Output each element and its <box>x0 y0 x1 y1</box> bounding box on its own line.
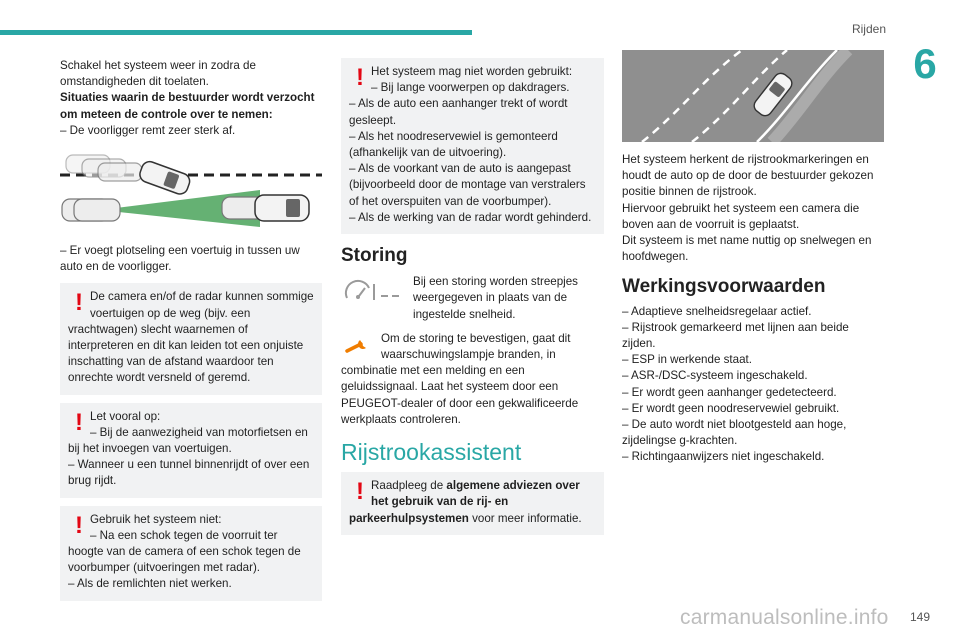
section-heading-werkingsvoorwaarden: Werkingsvoorwaarden <box>622 276 826 298</box>
warning-box <box>60 283 322 394</box>
warning-item: – Als de voorkant van de auto is aangepast (bijvoorbeeld door de montage van verstralers of het overspuiten van de voorbumper). <box>349 162 586 208</box>
exclamation-icon: ! <box>356 64 364 91</box>
column-1 <box>60 58 322 609</box>
paragraph: Om de storing te bevestigen, gaat dit waarschuwingslampje branden, in combinatie met een melding en een geluidssignaal. Laat het systeem door een PEUGEOT-dealer of door een gekwalificeerde werkplaats controleren. <box>341 331 579 426</box>
warning-box <box>60 403 322 498</box>
watermark: carmanualsonline.info <box>680 606 889 629</box>
paragraph: Dit systeem is met name nuttig op snelwegen en hoofdwegen. <box>622 234 872 264</box>
storing-item-1 <box>341 274 604 323</box>
exclamation-icon: ! <box>75 289 83 317</box>
list-item: – De auto wordt niet blootgesteld aan hoge, zijdelingse g-krachten. <box>622 418 847 448</box>
list-item: – Rijstrook gemarkeerd met lijnen aan beide zijden. <box>622 320 849 351</box>
text-run-bold: algemene adviezen over het gebruik van de rij- en parkeerhulpsystemen <box>349 479 580 525</box>
column-3 <box>622 50 884 466</box>
list-item: – ASR-/DSC-systeem ingeschakeld. <box>622 369 808 383</box>
list-item: – Adaptieve snelheidsregelaar actief. <box>622 304 812 318</box>
warning-item: – Bij de aanwezigheid van motorfietsen en bij het invoegen van voertuigen. <box>68 425 308 456</box>
list-item: – Er wordt geen noodreservewiel gebruikt. <box>622 401 840 415</box>
paragraph: Bij een storing worden streepjes weergegeven in plaats van de ingestelde snelheid. <box>413 275 578 321</box>
paragraph-bold: Situaties waarin de bestuurder wordt verzocht om meteen de controle over te nemen: <box>60 91 315 121</box>
warning-title: Let vooral op: <box>90 409 161 423</box>
car-braking-illustration <box>60 145 322 235</box>
list-item: – Er wordt geen aanhanger gedetecteerd. <box>622 385 837 399</box>
car-lane-illustration <box>622 50 884 142</box>
list-item: – ESP in werkende staat. <box>622 353 752 367</box>
warning-text: De camera en/of de radar kunnen sommige voertuigen op de weg (bijv. een vrachtwagen) slecht waarnemen of interpreteren en dit kan leiden tot een onjuiste inschatting van de afstand waardoor ten onrechte wordt versneld of geremd. <box>68 290 314 385</box>
text-run: Raadpleeg de <box>371 479 447 493</box>
section-heading-rijstrook: Rijstrookassistent <box>341 439 522 466</box>
text-run: voor meer informatie. <box>468 511 582 525</box>
conditions-list <box>622 304 884 466</box>
paragraph: Hiervoor gebruikt het systeem een camera die boven aan de voorruit is geplaatst. <box>622 201 860 231</box>
list-item: – De voorligger remt zeer sterk af. <box>60 123 236 137</box>
section-heading-storing: Storing <box>341 245 408 267</box>
exclamation-icon: ! <box>356 478 364 506</box>
paragraph: Het systeem herkent de rijstrookmarkeringen en houdt de auto op de door de bestuurder gekozen positie binnen de rijstrook. <box>622 153 874 199</box>
list-item: – Richtingaanwijzers niet ingeschakeld. <box>622 450 825 464</box>
paragraph: – Er voegt plotseling een voertuig in tussen uw auto en de voorligger. <box>60 244 300 274</box>
warning-item: – Bij lange voorwerpen op dakdragers. <box>371 81 570 95</box>
warning-box <box>341 472 604 535</box>
warning-box <box>341 58 604 234</box>
warning-title: Het systeem mag niet worden gebruikt: <box>371 65 573 78</box>
warning-item: – Na een schok tegen de voorruit ter hoogte van de camera of een schok tegen de voorbumper (uitvoeringen met radar). <box>68 528 301 575</box>
warning-box <box>60 506 322 601</box>
warning-item: – Als het noodreservewiel is gemonteerd (afhankelijk van de uitvoering). <box>349 129 558 160</box>
chapter-number: 6 <box>913 40 937 87</box>
paragraph: Schakel het systeem weer in zodra de omstandigheden dit toelaten. <box>60 59 256 89</box>
warning-item: – Als de remlichten niet werken. <box>68 577 232 591</box>
storing-item-2 <box>341 331 604 428</box>
column-2 <box>341 58 604 543</box>
wrench-icon <box>341 331 375 361</box>
speed-dashes-icon <box>341 274 401 308</box>
exclamation-icon: ! <box>75 511 83 539</box>
section-title: Rijden <box>851 22 886 36</box>
header-accent-bar <box>0 30 472 35</box>
warning-text <box>349 478 596 527</box>
warning-title: Gebruik het systeem niet: <box>90 512 222 526</box>
page-number: 149 <box>909 610 930 624</box>
warning-item: – Wanneer u een tunnel binnenrijdt of over een brug rijdt. <box>68 458 310 488</box>
exclamation-icon: ! <box>75 408 83 436</box>
warning-item: – Als de werking van de radar wordt gehinderd. <box>349 210 592 224</box>
warning-item: – Als de auto een aanhanger trekt of wordt gesleept. <box>349 97 568 127</box>
